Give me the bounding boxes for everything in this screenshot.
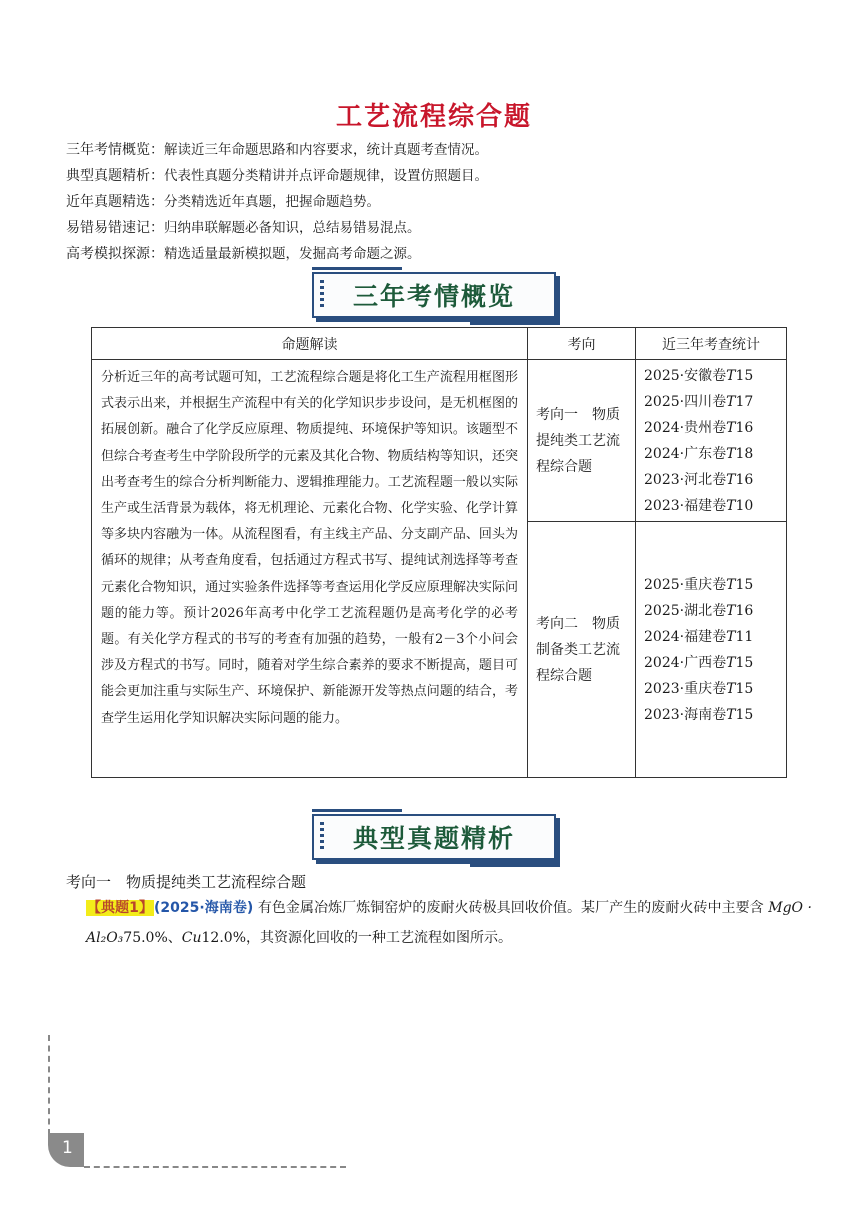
section-heading: 考向一 物质提纯类工艺流程综合题 — [66, 873, 307, 891]
table-row — [92, 360, 787, 522]
page-title: 工艺流程综合题 — [335, 102, 532, 132]
section-banner-examples — [312, 814, 556, 860]
intro-label: 易错易错速记： — [66, 220, 164, 236]
page-number: 1 — [62, 1138, 73, 1158]
intro-text: 精选适量最新模拟题，发掘高考命题之源。 — [164, 246, 421, 262]
table-header-row — [92, 328, 787, 360]
stat-entry: 2023·福建卷T10 — [644, 497, 754, 514]
example-source: (2025·海南卷) — [154, 900, 254, 916]
banner-title: 典型真题精析 — [352, 824, 515, 853]
intro-label: 近年真题精选： — [66, 194, 164, 210]
intro-text: 归纳串联解题必备知识，总结易错易混点。 — [164, 220, 421, 236]
intro-label: 三年考情概览： — [66, 142, 164, 158]
stat-entry: 2023·海南卷T15 — [644, 706, 754, 723]
example-formula: MgO · Al₂O₃ — [86, 900, 812, 946]
stat-entry: 2023·重庆卷T15 — [644, 680, 754, 697]
intro-label: 典型真题精析： — [66, 168, 164, 184]
stat-entry: 2024·贵州卷T16 — [644, 419, 754, 436]
intro-item — [66, 189, 826, 215]
stat-entry: 2025·四川卷T17 — [644, 393, 754, 410]
stats-cell — [636, 360, 787, 522]
banner-stripe — [320, 280, 324, 310]
section-banner-overview — [312, 272, 556, 318]
stat-entry: 2025·安徽卷T15 — [644, 367, 754, 384]
stat-entry: 2025·湖北卷T16 — [644, 602, 754, 619]
intro-label: 高考模拟探源： — [66, 246, 164, 262]
intro-text: 代表性真题分类精讲并点评命题规律，设置仿照题目。 — [164, 168, 488, 184]
example-text: 75.0%、 — [123, 930, 182, 946]
header-direction: 考向 — [528, 328, 636, 360]
direction-cell: 考向一 物质提纯类工艺流程综合题 — [528, 360, 636, 522]
intro-item — [66, 215, 826, 241]
intro-text: 解读近三年命题思路和内容要求，统计真题考查情况。 — [164, 142, 488, 158]
example-tag: 【典题1】 — [87, 900, 154, 916]
header-analysis: 命题解读 — [92, 328, 528, 360]
banner-title: 三年考情概览 — [352, 282, 515, 311]
stat-entry: 2023·河北卷T16 — [644, 471, 754, 488]
example-text: 有色金属冶炼厂炼铜窑炉的废耐火砖极具回收价值。某厂产生的废耐火砖中主要含 — [253, 900, 769, 916]
stat-entry: 2024·广西卷T15 — [644, 654, 754, 671]
intro-item — [66, 241, 826, 267]
page-decoration-vertical — [48, 1035, 50, 1135]
example-question — [86, 893, 812, 953]
intro-item — [66, 163, 826, 189]
stats-cell — [636, 522, 787, 778]
intro-item — [66, 137, 826, 163]
exam-stats-table — [91, 327, 787, 778]
page-decoration-horizontal — [84, 1166, 346, 1168]
analysis-cell: 分析近三年的高考试题可知，工艺流程综合题是将化工生产流程用框图形式表示出来，并根据生产流程中有关的化学知识步步设问，是无机框图的拓展创新。融合了化学反应原理、物质提纯、环境保护等知识。该题型不但综合考查考生中学阶段所学的元素及其化合物、物质结构等知识，还突出考查考生的综合分析判断能力、逻辑推理能力。工艺流程题一般以实际生产或生活背景为载体，将无机理论、元素化合物、化学实验、化学计算等多块内容融为一体。从流程图看，有主线主产品、分支副产品、回头为循环的规律；从考查角度看，包括通过方程式书写、提纯试剂选择等考查元素化合物知识，通过实验条件选择等考查运用化学反应原理解决实际问题的能力等。预计2026年高考中化学工艺流程题仍是高考化学的必考题。有关化学方程式的书写的考查有加强的趋势，一般有2－3个小问会涉及方程式的书写。同时，随着对学生综合素养的要求不断提高，题目可能会更加注重与实际生产、环境保护、新能源开发等热点问题的结合，考查学生运用化学知识解决实际问题的能力。 — [92, 360, 528, 778]
header-stats: 近三年考查统计 — [636, 328, 787, 360]
stat-entry: 2024·广东卷T18 — [644, 445, 754, 462]
intro-text: 分类精选近年真题，把握命题趋势。 — [164, 194, 380, 210]
example-text: 12.0%，其资源化回收的一种工艺流程如图所示。 — [201, 930, 512, 946]
banner-stripe — [320, 822, 324, 852]
stat-entry: 2024·福建卷T11 — [644, 628, 754, 645]
example-formula: Cu — [181, 930, 202, 946]
stat-entry: 2025·重庆卷T15 — [644, 576, 754, 593]
direction-cell: 考向二 物质制备类工艺流程综合题 — [528, 522, 636, 778]
intro-list — [66, 137, 826, 267]
